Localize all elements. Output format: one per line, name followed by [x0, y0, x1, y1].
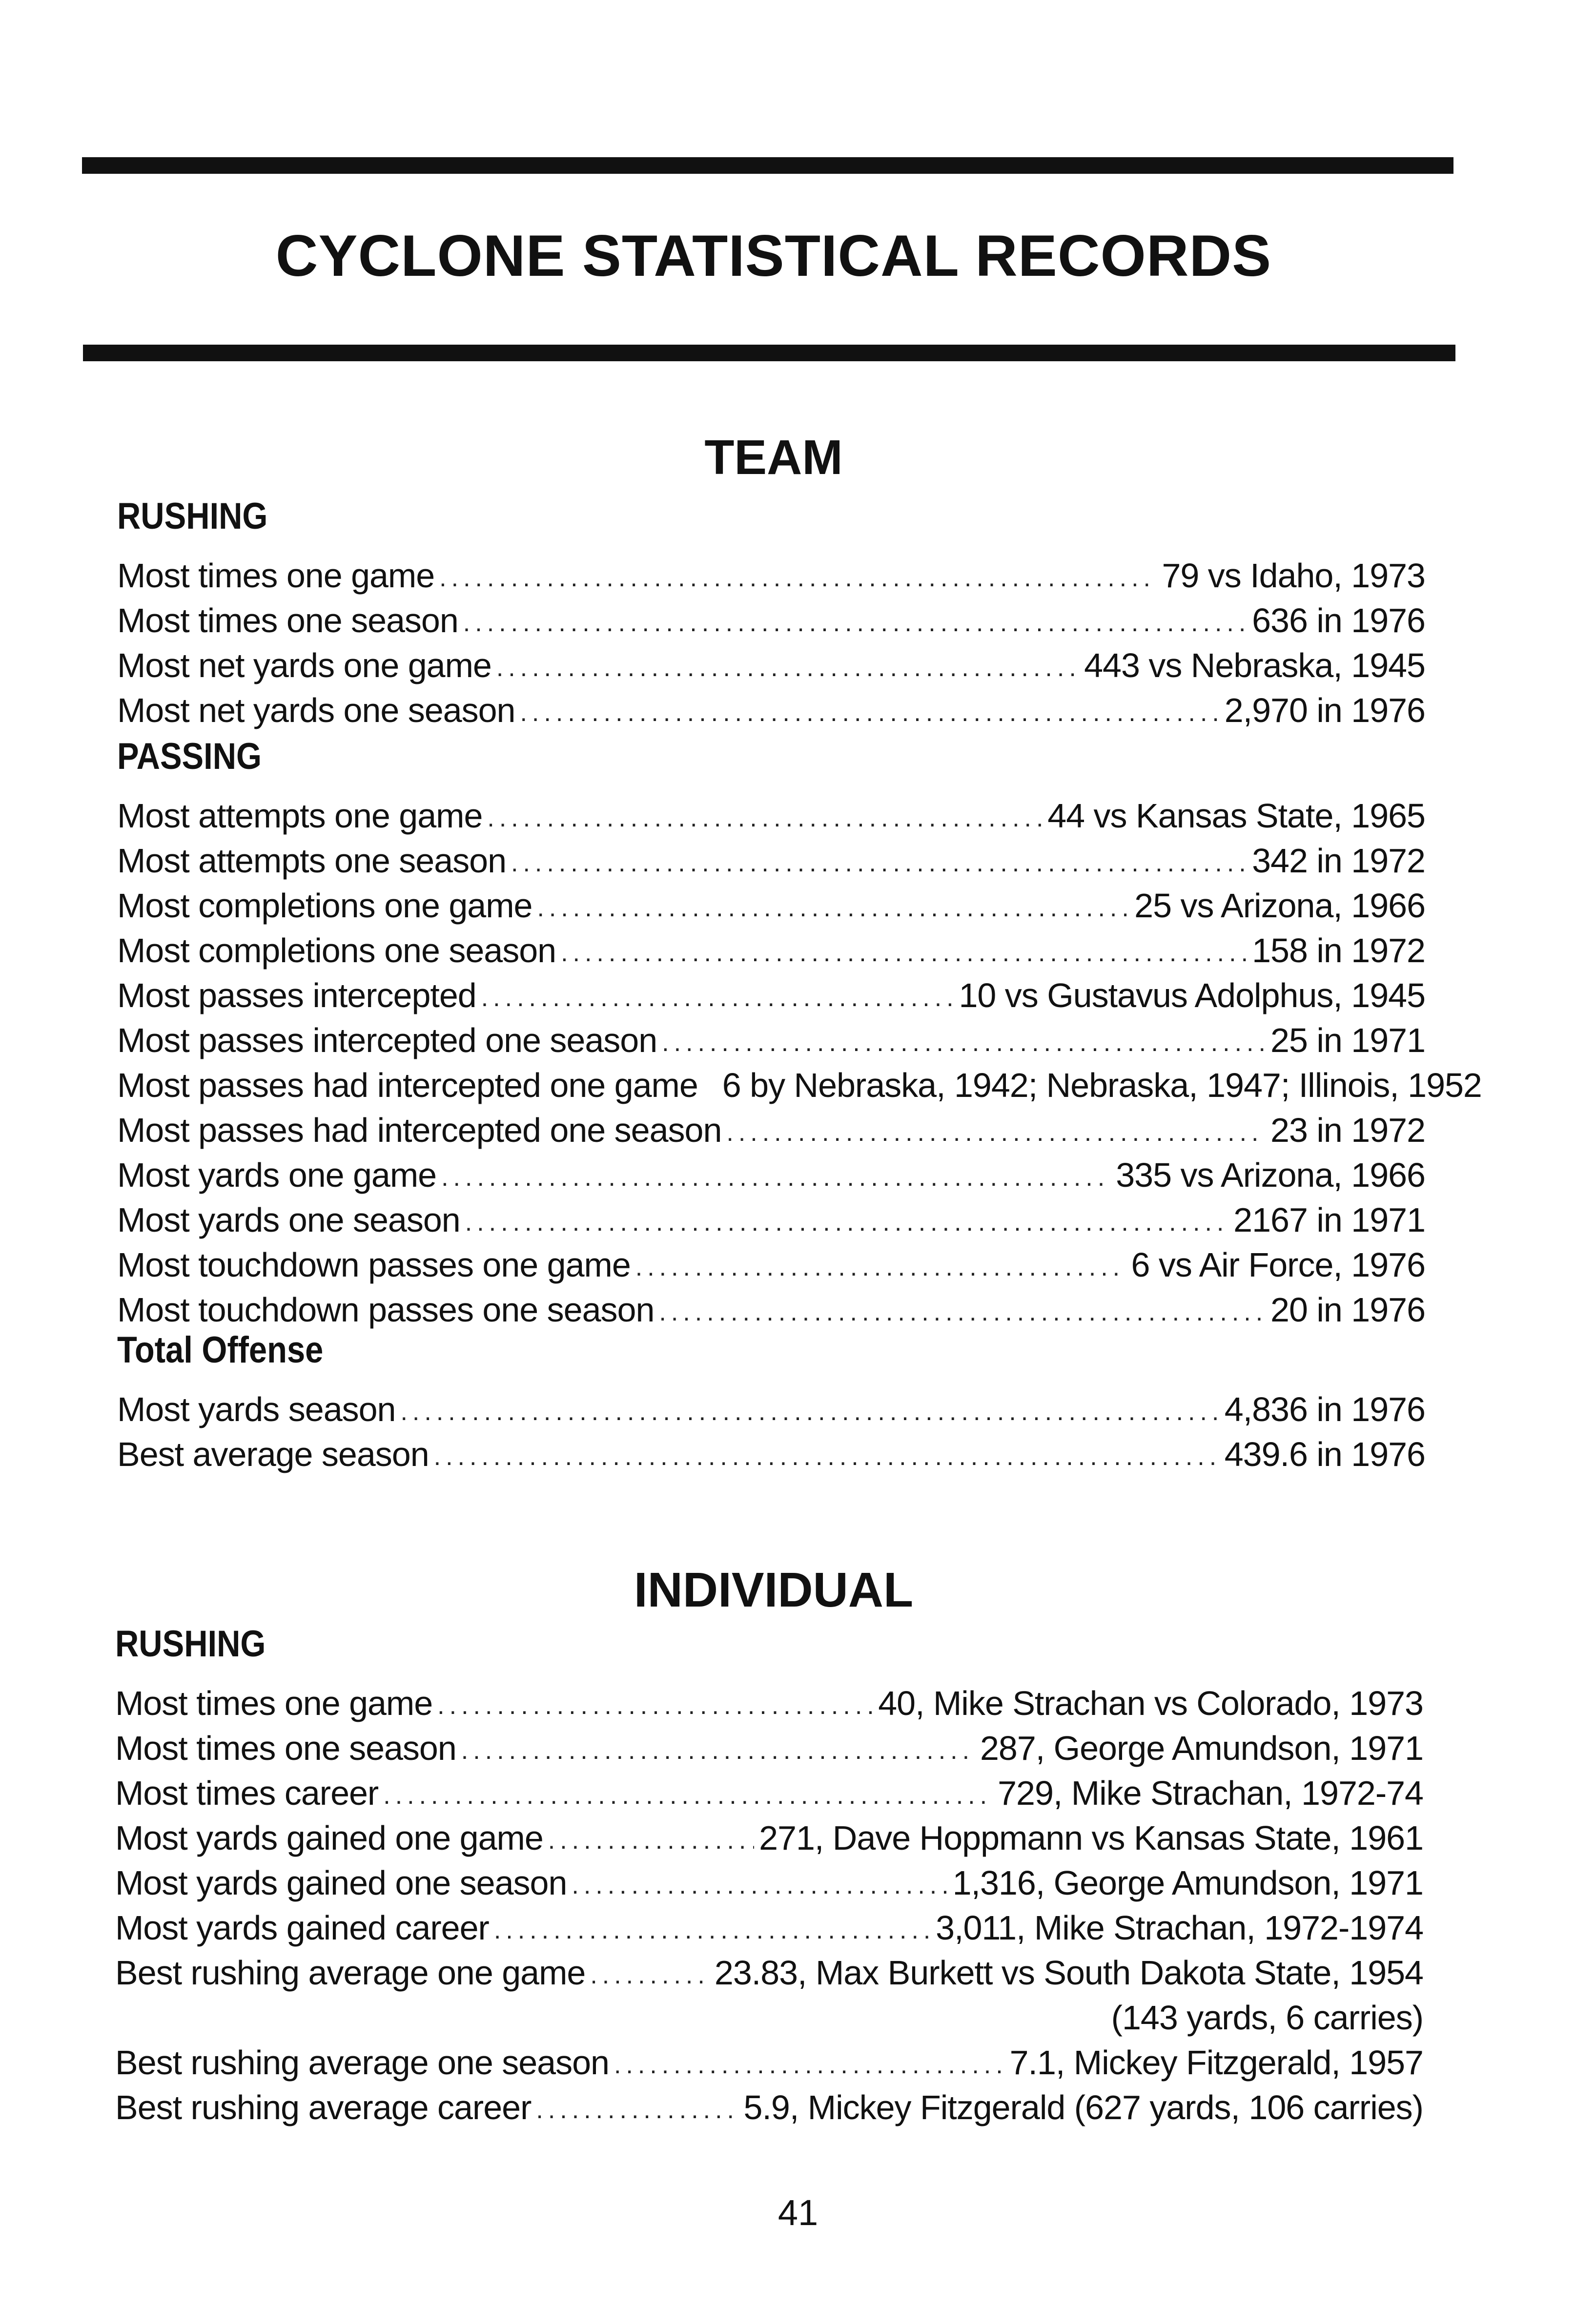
- record-value: 10 vs Gustavus Adolphus, 1945: [959, 976, 1425, 1014]
- record-row: [117, 1237, 1425, 1282]
- dot-leader: [536, 2097, 738, 2125]
- record-label: Most touchdown passes one game: [117, 1246, 631, 1284]
- record-label: Most attempts one season: [117, 842, 506, 880]
- record-label: Most times one season: [117, 601, 458, 640]
- record-value: 439.6 in 1976: [1224, 1435, 1425, 1473]
- record-value: 6 vs Air Force, 1976: [1131, 1246, 1425, 1284]
- record-label: Most times one game: [117, 557, 435, 595]
- individual-rushing-rows: [115, 1675, 1423, 2125]
- record-label: Most times career: [115, 1774, 379, 1812]
- team-total-offense-label: Total Offense: [117, 1329, 324, 1371]
- record-value: 44 vs Kansas State, 1965: [1047, 797, 1425, 835]
- dot-leader: [494, 1918, 931, 1945]
- record-row: [117, 1057, 1482, 1104]
- dot-leader: [496, 655, 1079, 682]
- record-row: [115, 1720, 1423, 1765]
- record-row: [115, 2035, 1423, 2080]
- dot-leader: [481, 985, 954, 1012]
- dot-leader: [463, 610, 1247, 638]
- record-label: Best rushing average one season: [115, 2043, 609, 2082]
- record-value: 7.1, Mickey Fitzgerald, 1957: [1009, 2043, 1423, 2082]
- record-value: 3,011, Mike Strachan, 1972-1974: [936, 1909, 1423, 1947]
- record-row: [117, 923, 1425, 968]
- record-row: [115, 1810, 1423, 1855]
- record-value: 79 vs Idaho, 1973: [1162, 557, 1425, 595]
- team-passing-rows: [117, 788, 1482, 1329]
- team-rushing-label: RUSHING: [117, 495, 268, 537]
- individual-rushing-label: RUSHING: [115, 1623, 266, 1665]
- record-value: 1,316, George Amundson, 1971: [952, 1864, 1423, 1902]
- record-value: 23.83, Max Burkett vs South Dakota State, 1954: [714, 1954, 1423, 1992]
- record-label: Most passes had intercepted one season: [117, 1111, 722, 1149]
- record-row: [117, 548, 1425, 593]
- record-value: 342 in 1972: [1252, 842, 1425, 880]
- record-value: 20 in 1976: [1270, 1291, 1425, 1329]
- record-label: Most passes had intercepted one game: [117, 1066, 698, 1104]
- record-value: 636 in 1976: [1252, 601, 1425, 640]
- team-rushing-rows: [117, 548, 1425, 727]
- page-title: CYCLONE STATISTICAL RECORDS: [275, 223, 1272, 289]
- record-value: 729, Mike Strachan, 1972-74: [998, 1774, 1423, 1812]
- record-value: (143 yards, 6 carries): [1111, 1999, 1423, 2037]
- record-value: 2,970 in 1976: [1224, 691, 1425, 729]
- record-label: Most yards season: [117, 1390, 396, 1428]
- record-row: [117, 1012, 1425, 1057]
- record-value: 40, Mike Strachan vs Colorado, 1973: [878, 1684, 1423, 1722]
- record-row: [115, 2080, 1423, 2125]
- dot-leader: [614, 2052, 1005, 2080]
- record-label: Most passes intercepted: [117, 976, 476, 1014]
- record-value: 6 by Nebraska, 1942; Nebraska, 1947; Illinois, 1952: [722, 1066, 1482, 1104]
- record-label: Most touchdown passes one season: [117, 1291, 655, 1329]
- record-label: Most net yards one game: [117, 646, 491, 684]
- record-label: Most times one season: [115, 1729, 456, 1767]
- dot-leader: [487, 805, 1043, 833]
- team-heading: TEAM: [704, 430, 843, 485]
- dot-leader: [439, 565, 1157, 593]
- individual-heading: INDIVIDUAL: [634, 1563, 914, 1617]
- team-total-offense-section: [117, 1329, 1425, 1473]
- record-label: Most completions one season: [117, 931, 556, 970]
- bottom-rule: [83, 345, 1455, 361]
- record-value: 271, Dave Hoppmann vs Kansas State, 1961: [759, 1819, 1423, 1857]
- dot-leader: [659, 1300, 1266, 1327]
- dot-leader: [437, 1693, 873, 1720]
- dot-leader: [400, 1399, 1219, 1426]
- dot-leader: [465, 1210, 1228, 1237]
- record-row: [117, 638, 1425, 682]
- record-value: 287, George Amundson, 1971: [980, 1729, 1423, 1767]
- record-label: Most yards one season: [117, 1201, 460, 1239]
- record-row: [117, 593, 1425, 638]
- record-label: Best rushing average career: [115, 2088, 532, 2126]
- record-value: 25 vs Arizona, 1966: [1134, 887, 1425, 925]
- dot-leader: [511, 850, 1247, 878]
- dot-leader: [520, 700, 1219, 727]
- record-row: [115, 1945, 1423, 1990]
- record-row: [115, 1675, 1423, 1720]
- dot-leader: [461, 1738, 975, 1765]
- dot-leader: [441, 1165, 1111, 1192]
- record-label: Most yards gained career: [115, 1909, 489, 1947]
- team-passing-section: [117, 736, 1482, 1329]
- record-row: [117, 878, 1425, 923]
- record-row: [117, 833, 1425, 878]
- record-row: [117, 1192, 1425, 1237]
- record-value: 23 in 1972: [1270, 1111, 1425, 1149]
- team-rushing-section: [117, 495, 1425, 729]
- record-label: Best rushing average one game: [115, 1954, 586, 1992]
- top-rule: [82, 157, 1453, 174]
- record-value: 443 vs Nebraska, 1945: [1084, 646, 1425, 684]
- dot-leader: [561, 940, 1247, 968]
- team-passing-label: PASSING: [117, 736, 262, 777]
- record-label: Most net yards one season: [117, 691, 515, 729]
- record-row: [117, 1282, 1425, 1327]
- individual-rushing-section: [115, 1623, 1423, 2126]
- record-row: [117, 682, 1425, 727]
- dot-leader: [434, 1444, 1220, 1471]
- dot-leader: [383, 1783, 993, 1810]
- record-value: 25 in 1971: [1270, 1021, 1425, 1059]
- record-continuation: [115, 1990, 1423, 2035]
- record-value: 158 in 1972: [1252, 931, 1425, 970]
- record-row: [117, 1147, 1425, 1192]
- record-row: [117, 1426, 1425, 1471]
- dot-leader: [537, 895, 1129, 923]
- page-number: 41: [778, 2192, 818, 2233]
- dot-leader: [726, 1120, 1266, 1147]
- record-label: Most passes intercepted one season: [117, 1021, 657, 1059]
- record-label: Most yards gained one season: [115, 1864, 567, 1902]
- dot-leader: [590, 1962, 710, 1990]
- record-value: 5.9, Mickey Fitzgerald (627 yards, 106 carries): [743, 2088, 1423, 2126]
- record-label: Most attempts one game: [117, 797, 483, 835]
- dot-leader: [635, 1255, 1126, 1282]
- record-row: [117, 968, 1425, 1012]
- record-row: [117, 788, 1425, 833]
- team-total-offense-rows: [117, 1382, 1425, 1471]
- record-label: Most times one game: [115, 1684, 433, 1722]
- dot-leader: [572, 1873, 947, 1900]
- record-value: 4,836 in 1976: [1224, 1390, 1425, 1428]
- record-row: [117, 1382, 1425, 1426]
- record-value: 2167 in 1971: [1233, 1201, 1425, 1239]
- record-value: 335 vs Arizona, 1966: [1116, 1156, 1425, 1194]
- dot-leader: [662, 1030, 1266, 1057]
- dot-leader: [548, 1828, 754, 1855]
- record-row: [115, 1855, 1423, 1900]
- record-label: Best average season: [117, 1435, 429, 1473]
- record-label: Most yards gained one game: [115, 1819, 543, 1857]
- record-row: [117, 1102, 1425, 1147]
- record-row: [115, 1765, 1423, 1810]
- record-label: Most completions one game: [117, 887, 532, 925]
- record-label: Most yards one game: [117, 1156, 437, 1194]
- record-row: [115, 1900, 1423, 1945]
